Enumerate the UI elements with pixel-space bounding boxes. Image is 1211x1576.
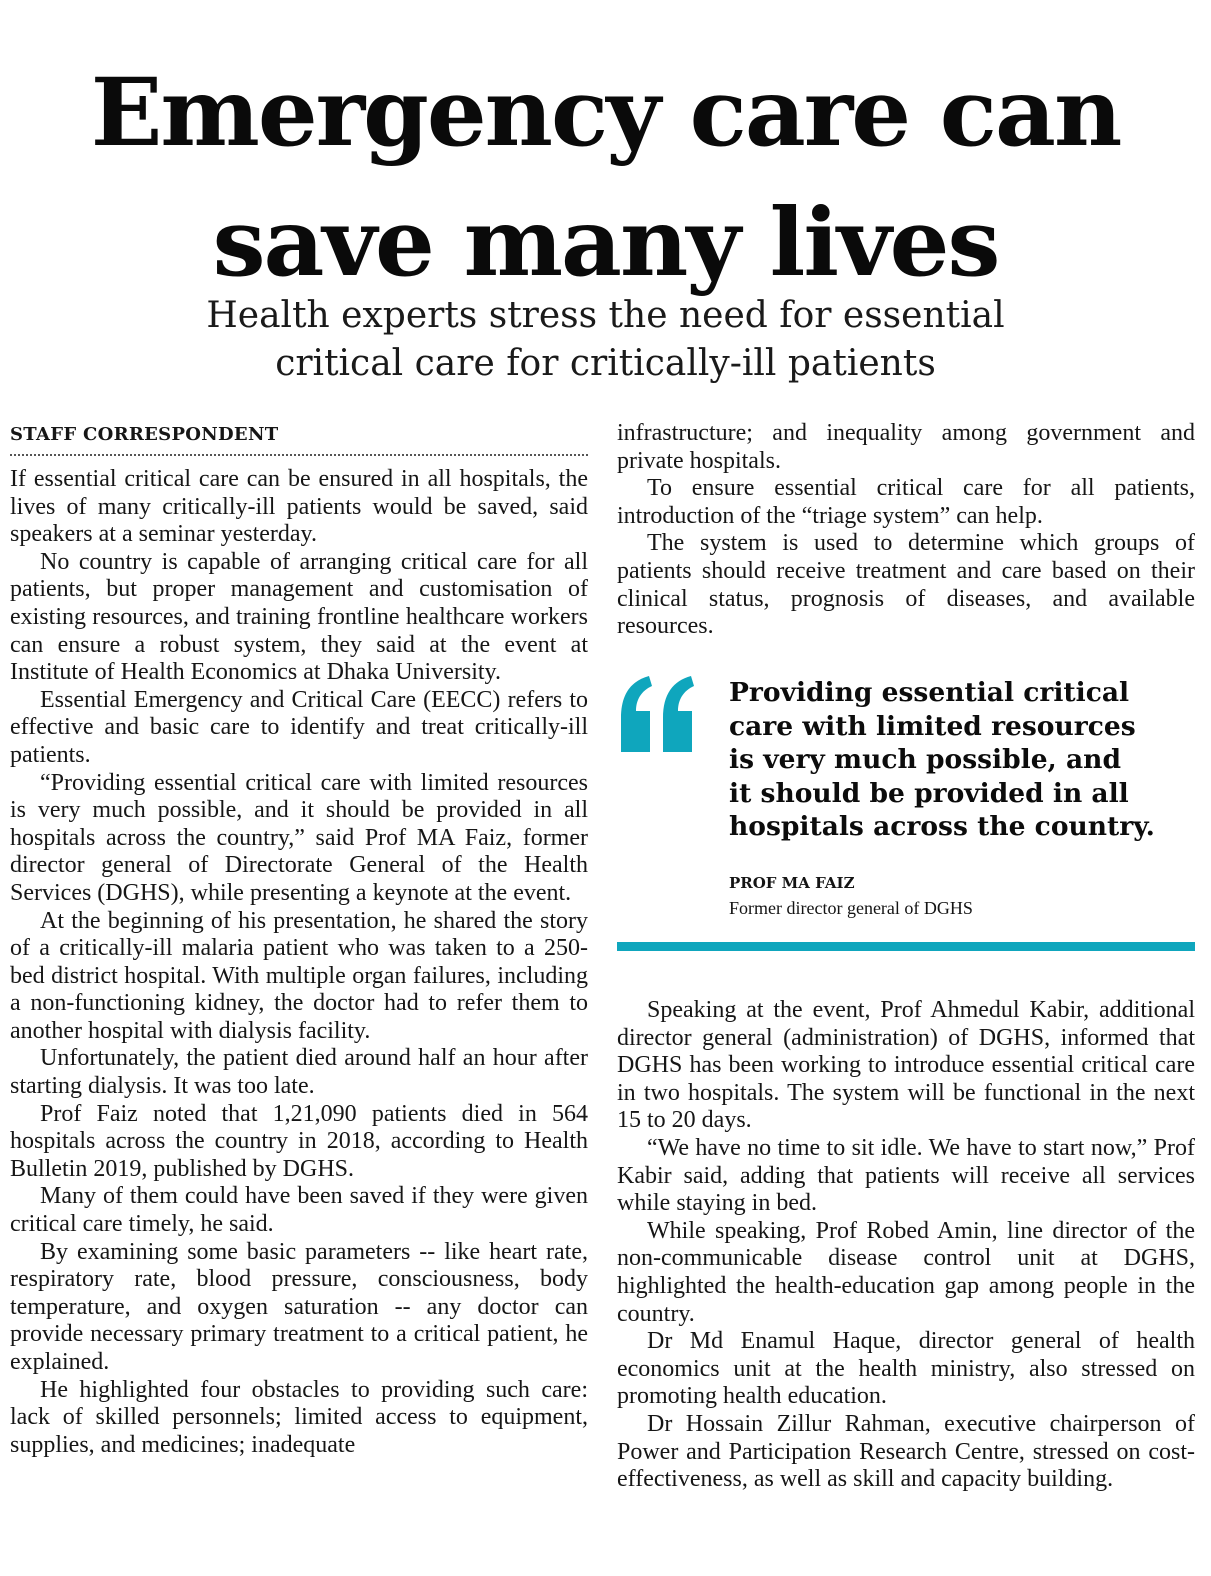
article-column-right-top: [617, 420, 1195, 641]
subheadline-line-2: critical care for critically-ill patients: [275, 343, 936, 384]
pull-quote-text: [729, 676, 1195, 844]
subheadline: [0, 292, 1211, 388]
paragraph: Prof Faiz noted that 1,21,090 patients died in 564 hospitals across the country in 2018, according to Health Bulletin 2019, published by DGHS.: [10, 1100, 588, 1182]
pull-quote-accent-bar: [617, 942, 1195, 951]
paragraph: At the beginning of his presentation, he shared the story of a critically-ill malaria patient who was taken to a 250-bed district hospital. With multiple organ failures, including a non-functioning kidney, the doctor had to refer them to another hospital with dialysis facility.: [10, 907, 588, 1044]
paragraph: “Providing essential critical care with limited resources is very much possible, and it should be provided in all hospitals across the country,” said Prof MA Faiz, former director general of Directorate General of the Health Services (DGHS), while presenting a keynote at the event.: [10, 769, 588, 906]
pull-quote-line: it should be provided in all: [729, 777, 1129, 809]
paragraph: Essential Emergency and Critical Care (EECC) refers to effective and basic care to identify and treat critically-ill patients.: [10, 686, 588, 768]
headline: [0, 48, 1211, 308]
byline-divider: [10, 454, 588, 456]
paragraph: Speaking at the event, Prof Ahmedul Kabir, additional director general (administration) of DGHS, informed that DGHS has been working to introduce essential critical care in two hospitals. The system will be functional in the next 15 to 20 days.: [617, 997, 1195, 1134]
headline-line-1: Emergency care can: [90, 58, 1121, 168]
paragraph: While speaking, Prof Robed Amin, line director of the non-communicable disease control unit at DGHS, highlighted the health-education gap among people in the country.: [617, 1217, 1195, 1327]
subheadline-line-1: Health experts stress the need for essential: [206, 295, 1005, 336]
quote-icon: [617, 676, 697, 754]
pull-quote-line: is very much possible, and: [729, 744, 1121, 776]
pull-quote-line: Providing essential critical: [729, 677, 1130, 708]
pull-quote-author-title: Former director general of DGHS: [729, 898, 973, 918]
pull-quote-line: hospitals across the country.: [729, 811, 1155, 843]
byline: STAFF CORRESPONDENT: [10, 424, 279, 445]
paragraph: He highlighted four obstacles to providing such care: lack of skilled personnels; limited access to equipment, supplies, and medicines; inadequate: [10, 1376, 588, 1458]
pull-quote-line: care with limited resources: [729, 710, 1136, 742]
paragraph: Unfortunately, the patient died around half an hour after starting dialysis. It was too late.: [10, 1045, 588, 1100]
paragraph: infrastructure; and inequality among government and private hospitals.: [617, 420, 1195, 474]
article-column-left: [10, 420, 588, 1459]
pull-quote: [617, 672, 1195, 954]
headline-line-2: save many lives: [212, 188, 999, 298]
paragraph: The system is used to determine which groups of patients should receive treatment and care based on their clinical status, prognosis of diseases, and available resources.: [617, 530, 1195, 640]
paragraph: “We have no time to sit idle. We have to start now,” Prof Kabir said, adding that patients will receive all services while staying in bed.: [617, 1134, 1195, 1217]
article-column-right-bottom: [617, 997, 1195, 1494]
paragraph: Dr Hossain Zillur Rahman, executive chairperson of Power and Participation Research Centre, stressed on cost-effectiveness, as well as skill and capacity building.: [617, 1410, 1195, 1493]
paragraph: To ensure essential critical care for all patients, introduction of the “triage system” can help.: [617, 475, 1195, 529]
paragraph: No country is capable of arranging critical care for all patients, but proper management and customisation of existing resources, and training frontline healthcare workers can ensure a robust system, they said at the event at Institute of Health Economics at Dhaka University.: [10, 548, 588, 686]
paragraph: Dr Md Enamul Haque, director general of health economics unit at the health ministry, also stressed on promoting health education.: [617, 1328, 1195, 1410]
paragraph: Many of them could have been saved if they were given critical care timely, he said.: [10, 1183, 588, 1238]
pull-quote-author: PROF MA FAIZ: [729, 874, 855, 892]
paragraph: By examining some basic parameters -- like heart rate, respiratory rate, blood pressure, consciousness, body temperature, and oxygen saturation -- any doctor can provide necessary primary treatment to a critical patient, he explained.: [10, 1238, 588, 1375]
paragraph: If essential critical care can be ensured in all hospitals, the lives of many critically-ill patients would be saved, said speakers at a seminar yesterday.: [10, 466, 588, 548]
